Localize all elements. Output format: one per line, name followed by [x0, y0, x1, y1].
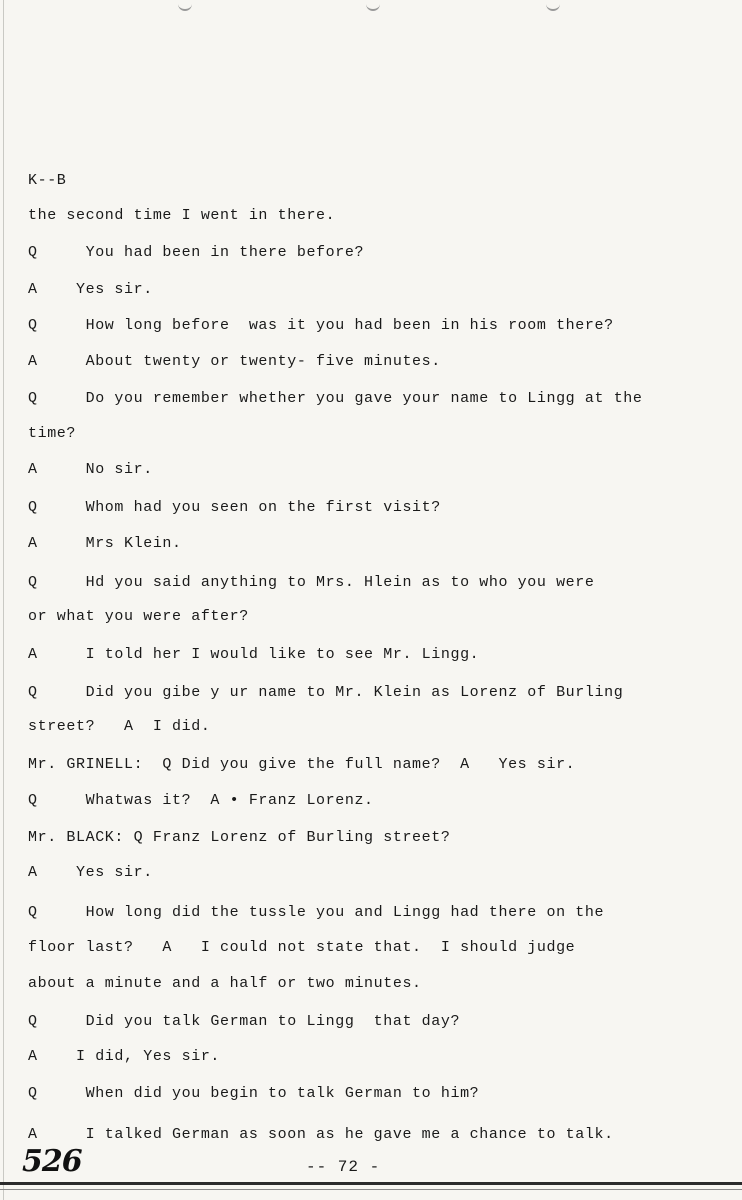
transcript-line: Q Whom had you seen on the first visit? [28, 499, 441, 516]
transcript-line: floor last? A I could not state that. I should judge [28, 939, 576, 956]
punch-mark [546, 2, 560, 11]
punch-mark [366, 2, 380, 11]
punch-mark [178, 2, 192, 11]
page-code: K--B [28, 172, 67, 189]
transcript-line: Q Whatwas it? A • Franz Lorenz. [28, 792, 374, 809]
transcript-line: Q Do you remember whether you gave your name to Lingg at the [28, 390, 643, 407]
handwritten-page-number: 526 [22, 1144, 82, 1179]
transcript-line: street? A I did. [28, 718, 211, 735]
page-edge [3, 0, 4, 1200]
transcript-line: Q Did you talk German to Lingg that day? [28, 1013, 461, 1030]
transcript-line: A No sir. [28, 461, 153, 478]
transcript-line: Q When did you begin to talk German to him? [28, 1085, 480, 1102]
bottom-rule [0, 1182, 742, 1185]
transcript-line: time? [28, 425, 77, 442]
transcript-line: or what you were after? [28, 608, 249, 625]
transcript-line: A I did, Yes sir. [28, 1048, 221, 1065]
transcript-line: Q Did you gibe y ur name to Mr. Klein as Lorenz of Burling [28, 684, 624, 701]
transcript-line: about a minute and a half or two minutes. [28, 975, 422, 992]
transcript-line: Q Hd you said anything to Mrs. Hlein as to who you were [28, 574, 595, 591]
transcript-line: the second time I went in there. [28, 207, 336, 224]
transcript-line: A Yes sir. [28, 281, 153, 298]
transcript-line: Mr. GRINELL: Q Did you give the full name? A Yes sir. [28, 756, 576, 773]
transcript-line: Q How long did the tussle you and Lingg had there on the [28, 904, 605, 921]
transcript-line: A I talked German as soon as he gave me a chance to talk. [28, 1126, 614, 1143]
transcript-line: Q You had been in there before? [28, 244, 365, 261]
bottom-rule [0, 1189, 742, 1190]
transcript-line: A Mrs Klein. [28, 535, 182, 552]
transcript-line: A About twenty or twenty- five minutes. [28, 353, 441, 370]
page-number: -- 72 - [306, 1158, 381, 1176]
transcript-line: A I told her I would like to see Mr. Lingg. [28, 646, 480, 663]
transcript-line: A Yes sir. [28, 864, 153, 881]
transcript-line: Mr. BLACK: Q Franz Lorenz of Burling street? [28, 829, 451, 846]
transcript-line: Q How long before was it you had been in his room there? [28, 317, 614, 334]
